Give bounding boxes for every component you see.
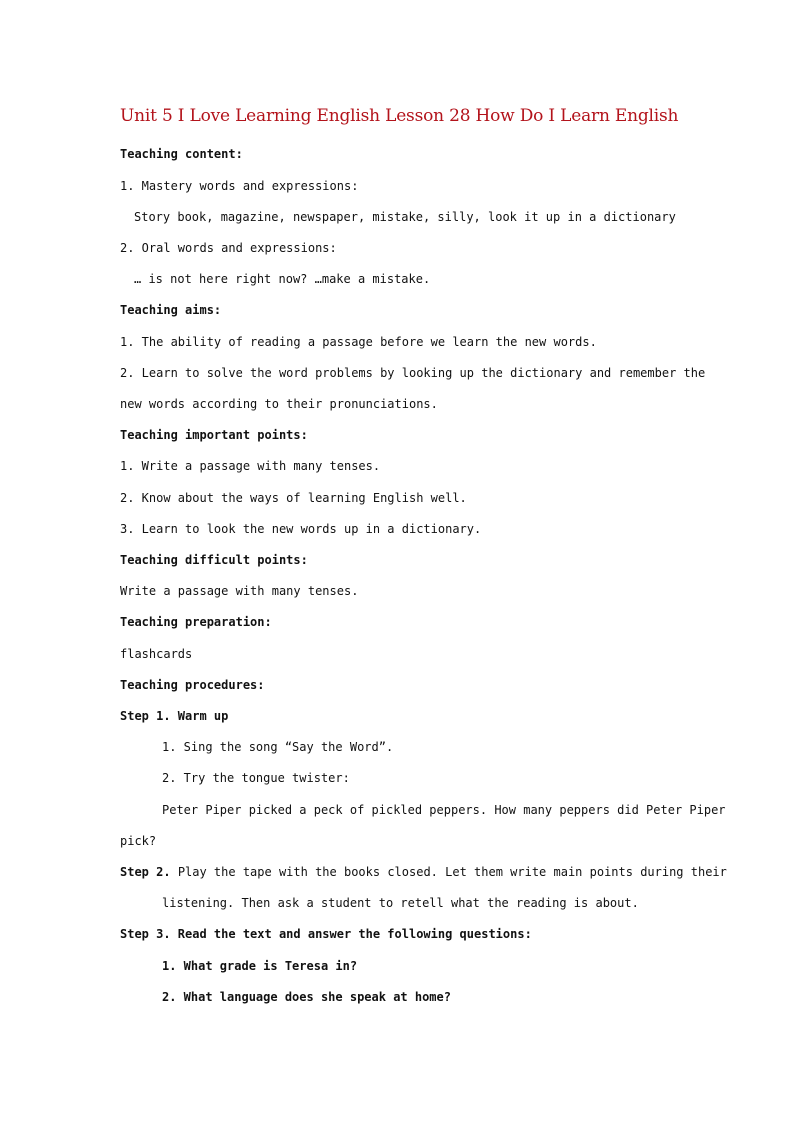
step-1-item-2: 2. Try the tongue twister: xyxy=(162,771,350,785)
aims-item-2: 2. Learn to solve the word problems by looking up the dictionary and remember the xyxy=(120,366,706,380)
step-2-continued: listening. Then ask a student to retell what the reading is about. xyxy=(162,896,639,910)
tongue-twister-continued: pick? xyxy=(120,834,157,848)
aims-item-1: 1. The ability of reading a passage before we learn the new words. xyxy=(120,335,597,349)
content-item-1-detail: Story book, magazine, newspaper, mistake, silly, look it up in a dictionary xyxy=(134,210,676,224)
preparation-item-1: flashcards xyxy=(120,647,193,661)
step-3-question-1: 1. What grade is Teresa in? xyxy=(162,959,358,973)
aims-item-2-continued: new words according to their pronunciations. xyxy=(120,397,438,411)
section-heading-aims: Teaching aims: xyxy=(120,303,222,317)
important-item-3: 3. Learn to look the new words up in a dictionary. xyxy=(120,522,482,536)
content-item-1: 1. Mastery words and expressions: xyxy=(120,179,359,193)
section-heading-difficult: Teaching difficult points: xyxy=(120,553,308,567)
document-title: Unit 5 I Love Learning English Lesson 28 How Do I Learn English xyxy=(120,106,679,126)
important-item-1: 1. Write a passage with many tenses. xyxy=(120,459,381,473)
step-2-text: Play the tape with the books closed. Let them write main points during their xyxy=(177,865,727,879)
difficult-item-1: Write a passage with many tenses. xyxy=(120,584,359,598)
step-1-heading: Step 1. Warm up xyxy=(120,709,229,723)
content-item-2: 2. Oral words and expressions: xyxy=(120,241,337,255)
tongue-twister: Peter Piper picked a peck of pickled peppers. How many peppers did Peter Piper xyxy=(162,803,726,817)
section-heading-procedures: Teaching procedures: xyxy=(120,678,265,692)
step-1-item-1: 1. Sing the song “Say the Word”. xyxy=(162,740,394,754)
step-2-label: Step 2. xyxy=(120,865,171,879)
content-item-2-detail: … is not here right now? …make a mistake. xyxy=(134,272,431,286)
section-heading-content: Teaching content: xyxy=(120,147,243,161)
important-item-2: 2. Know about the ways of learning English well. xyxy=(120,491,467,505)
section-heading-preparation: Teaching preparation: xyxy=(120,615,272,629)
step-3-question-2: 2. What language does she speak at home? xyxy=(162,990,451,1004)
step-3-heading: Step 3. Read the text and answer the following questions: xyxy=(120,927,532,941)
step-2-line xyxy=(120,865,727,879)
section-heading-important: Teaching important points: xyxy=(120,428,308,442)
